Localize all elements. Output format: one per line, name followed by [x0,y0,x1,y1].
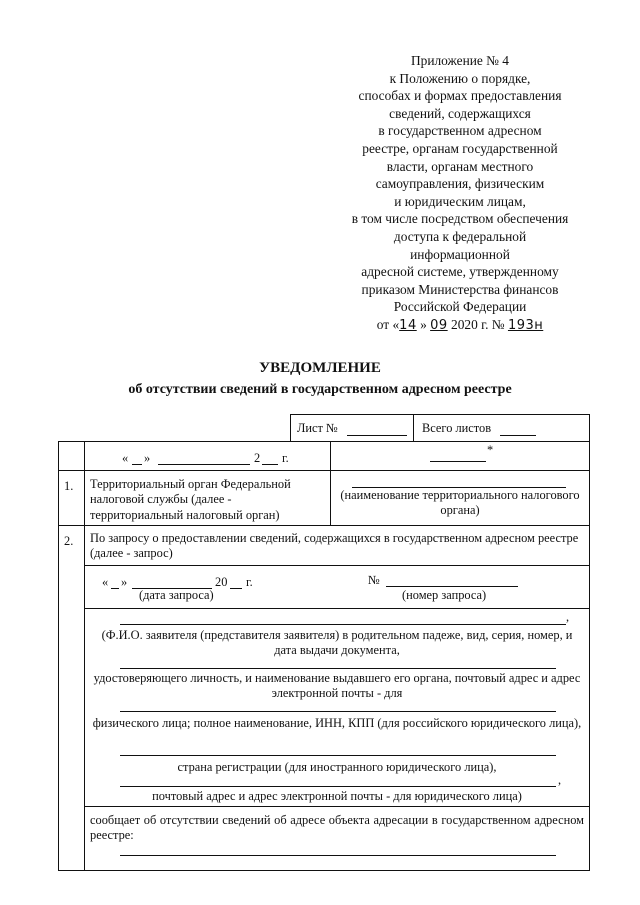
comma: , [558,773,562,787]
sheet-number-cell [290,414,414,442]
sheet-total-cell [413,414,590,442]
year-suffix: г. [282,451,289,465]
year-field[interactable] [262,464,278,465]
order-date-line [330,316,590,335]
request-number-hint: (номер запроса) [402,588,487,602]
applicant-hint-2: удостоверяющего личность, и наименование выдавшего его органа, почтовый адрес и адрес электронной почты - для [93,671,581,701]
order-date-prefix: от « [376,316,400,332]
section-1-text: Территориальный орган Федеральной налоговой службы (далее - территориальный налоговый орган) [90,477,291,522]
section-1-number: 1. [64,479,74,493]
year-prefix: 2 [254,451,261,465]
row-divider [84,565,590,566]
row-divider [84,806,590,807]
tax-authority-hint: (наименование территориального налогового органа) [340,488,580,518]
row-divider [84,608,590,609]
comma: , [566,610,570,624]
appendix-line: реестре, органам государственной [362,140,558,156]
request-date-hint: (дата запроса) [139,588,214,602]
row-divider [58,470,590,471]
date-close-quote: » [144,451,151,465]
request-number-label: № [368,573,380,587]
appendix-line: Российской Федерации [393,299,527,315]
appendix-line: в том числе посредством обеспечения [351,211,569,227]
applicant-line-3[interactable] [120,711,556,712]
signature-field[interactable] [430,461,486,462]
sheet-number-field[interactable] [347,435,407,436]
applicant-line-1[interactable] [120,624,566,625]
document-subtitle: об отсутствии сведений в государственном адресном реестре [128,382,512,397]
appendix-line: информационной [410,246,510,262]
appendix-line: в государственном адресном [378,123,542,139]
notice-text: сообщает об отсутствии сведений об адресе объекта адресации в государственном адресном реестре: [90,813,584,843]
appendix-line: самоуправления, физическим [375,176,545,192]
appendix-header [330,52,590,335]
order-number: 193н [507,317,544,333]
applicant-line-4[interactable] [120,755,556,756]
row-divider [58,525,590,526]
sheet-total-field[interactable] [500,435,536,436]
request-day-field[interactable] [111,588,119,589]
appendix-line: приказом Министерства финансов [361,281,559,297]
order-year: 2020 г. № [447,316,508,332]
order-day: 14 [399,317,417,333]
appendix-line: Приложение № 4 [410,53,510,68]
section-2-text: По запросу о предоставлении сведений, содержащихся в государственном адресном реестре (далее - запрос) [90,531,579,561]
asterisk-mark: * [487,443,494,457]
middle-column-divider [330,441,331,525]
appendix-line: и юридическим лицам, [394,193,526,209]
request-year-field[interactable] [230,588,242,589]
section-2-number: 2. [64,534,74,548]
appendix-line: способах и формах предоставления [358,88,562,104]
request-year-suffix: г. [246,575,253,589]
request-year-prefix: 20 [215,575,228,589]
order-date-mid: » [416,316,431,332]
appendix-line: к Положению о порядке, [389,70,531,86]
appendix-line: доступа к федеральной [393,228,527,244]
sheet-total-label: Всего листов [422,421,492,435]
address-object-field[interactable] [120,855,556,856]
appendix-line: власти, органам местного [386,158,534,174]
date-open-quote: « [122,451,129,465]
applicant-hint-5: почтовый адрес и адрес электронной почты - для юридического лица) [152,789,522,803]
applicant-hint-4: страна регистрации (для иностранного юридического лица), [177,760,497,774]
request-date-open-quote: « [102,575,109,589]
applicant-line-5[interactable] [120,786,556,787]
applicant-hint-1: (Ф.И.О. заявителя (представителя заявителя) в родительном падеже, вид, серия, номер, и дата выдачи документа, [101,628,573,658]
applicant-line-2[interactable] [120,668,556,669]
month-field[interactable] [158,464,250,465]
appendix-line: адресной системе, утвержденному [361,264,559,280]
day-field[interactable] [132,464,142,465]
document-title: УВЕДОМЛЕНИЕ [259,360,381,376]
request-date-close-quote: » [121,575,128,589]
sheet-number-label: Лист № [297,421,338,435]
request-number-field[interactable] [386,586,518,587]
applicant-hint-3: физического лица; полное наименование, ИНН, КПП (для российского юридического лица), [92,716,582,730]
appendix-line: сведений, содержащихся [389,105,531,121]
order-month: 09 [430,317,448,333]
